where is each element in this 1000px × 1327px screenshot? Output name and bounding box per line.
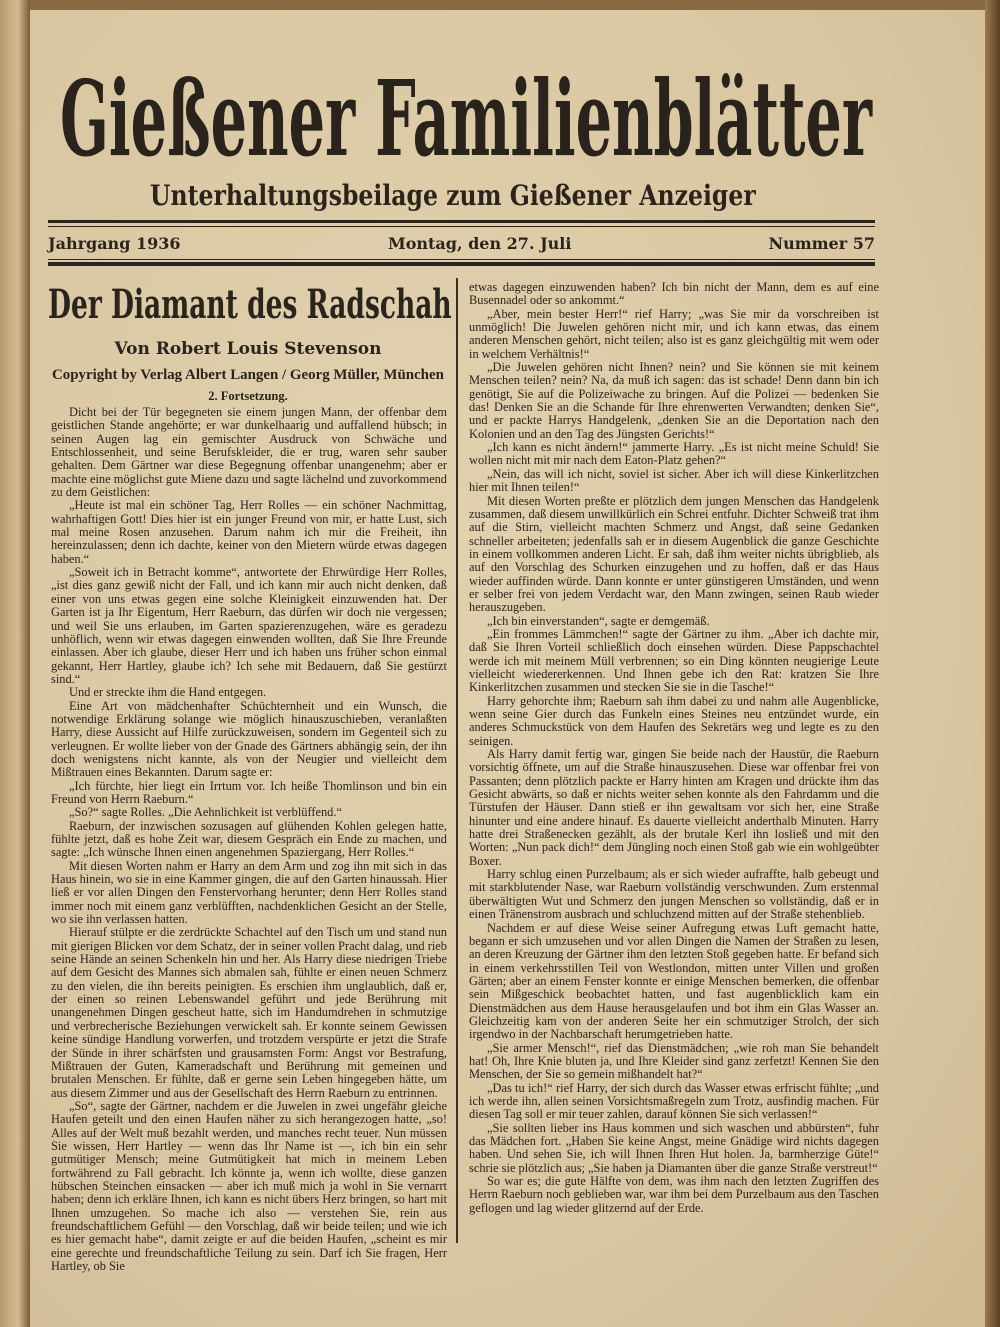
article-title-box	[48, 282, 452, 328]
article-installment: 2. Fortsetzung.	[208, 389, 288, 403]
article-paragraph: „Ich kann es nicht ändern!“ jammerte Harry. „Es ist nicht meine Schuld! Sie wollen nicht mit mir nach dem Eaton-Platz gehen?“	[469, 440, 879, 468]
article-paragraph: „Soweit ich in Betracht komme“, antwortete der Ehrwürdige Herr Rolles, „ist dies ganz gewiß nicht der Fall, und ich kann mir auch nicht denken, daß einer von uns etwas gegen eine solche Kleinigkeit einzuwenden hat. Der Garten ist ja Ihr Eigentum, Herr Raeburn, das dürfen wir doch nie vergessen; und weil Sie uns erlauben, im Garten spazierenzugehen, wäre es geradezu unhöflich, wenn wir etwas dagegen einwenden wollten, daß Sie Ihre Freunde einlassen. Aber ich glaube, dieser Herr und ich haben uns früher schon einmal gekannt, Herr Hartley, glaube ich? Ich sehe mit Bedauern, daß Sie gestürzt sind.“	[51, 565, 447, 686]
article-paragraph: „Ich bin einverstanden“, sagte er demgemäß.	[487, 613, 710, 628]
article-column-right	[469, 281, 879, 1215]
article-paragraph: „Sie sollten lieber ins Haus kommen und sich waschen und abbürsten“, fuhr das Mädchen fort. „Haben Sie keine Angst, meine Gnädige wird nichts dagegen haben. Und sehen Sie, ich will Ihnen Ihren Hut holen. Ja, barmherzige Güte!“ schrie sie plötzlich aus; „Sie haben ja Diamanten über die ganze Straße verstreut!“	[469, 1120, 879, 1175]
article-paragraph: „Heute ist mal ein schöner Tag, Herr Rolles — ein schöner Nachmittag, wahrhaftigen Gott! Dies hier ist ein junger Freund von mir, er hatte Lust, sich mal meine Rosen anzusehen. Darum nahm ich mir die Freiheit, ihn hereinzulassen; denn ich dachte, keiner von den Mietern würde etwas dagegen haben.“	[51, 498, 447, 566]
article-paragraph: Als Harry damit fertig war, gingen Sie beide nach der Haustür, die Raeburn vorsichtig öffnete, um auf die Straße hinauszusehen. Diese war offenbar frei von Passanten; denn plötzlich packte er Harry hinten am Kragen und drückte ihm das Gesicht abwärts, so daß er nichts weiter sehen konnte als den Fahrdamm und die Türstufen der Häuser. Dann stieß er ihn gewaltsam vor sich her, eine Straße hinunter und eine andere hinauf. Es dauerte vielleicht anderthalb Minuten. Harry hatte drei Straßenecken gezählt, als der brutale Kerl ihn losließ und mit den Worten: „Nun pack dich!“ dem Jüngling noch einen Stoß gab wie ein wohlgeübter Boxer.	[469, 747, 879, 868]
rule-bottom-thick	[48, 262, 875, 266]
article-paragraph: Harry gehorchte ihm; Raeburn sah ihm dabei zu und nahm alle Augenblicke, wenn seine Gier durch das Funkeln eines Steines neu entzündet wurde, ein anderes Schmuckstück von dem Haufen des Sekretärs weg und legte es zu den seinigen.	[469, 693, 879, 748]
article-paragraph: „Nein, das will ich nicht, soviel ist sicher. Aber ich will diese Kinkerlitzchen hier mit Ihnen teilen!“	[469, 466, 879, 495]
rule-top-thin	[48, 226, 875, 227]
issue-date: Montag, den 27. Juli	[388, 234, 572, 253]
page-edge-shadow	[985, 0, 1000, 1327]
article-paragraph: etwas dagegen einzuwenden haben? Ich bin nicht der Mann, dem es auf eine Busennadel oder so ankommt.“	[469, 280, 879, 308]
issue-number: Nummer 57	[768, 234, 875, 253]
masthead-title-box	[60, 57, 873, 180]
article-paragraph: „Ein frommes Lämmchen!“ sagte der Gärtner zu ihm. „Aber ich dachte mir, daß Sie Ihren Vorteil schließlich doch einsehen würden. Diese Pappschachtel werde ich mit meinem Müll verbrennen; so ein Ding könnten neugierige Leute vielleicht wiedererkennen. Und Ihnen gebe ich den Rat: kratzen Sie Ihre Kinkerlitzchen zusammen und stecken Sie sie in die Tasche!“	[469, 626, 879, 695]
article-paragraph: „Sie armer Mensch!“, rief das Dienstmädchen; „wie roh man Sie behandelt hat! Oh, Ihre Knie bluten ja, und Ihre Kleider sind ganz zerfetzt! Kennen Sie den Menschen, der Sie so gemein mißhandelt hat?“	[469, 1040, 879, 1082]
article-paragraph: „Die Juwelen gehören nicht Ihnen? nein? und Sie können sie mit keinem Menschen teilen? nein? Na, da muß ich sagen: das ist schade! Denn dann bin ich genötigt, Sie auf die Polizeiwache zu bringen. Auf die Polizei — bedenken Sie das! Denken Sie an die Schande für Ihre ehrenwerten Verwandten; denken Sie“, und er packte Harrys Handgelenk, „denken Sie an die Deportation nach den Kolonien und an den Tag des Jüngsten Gerichts!“	[469, 360, 879, 441]
article-paragraph: „Aber, mein bester Herr!“ rief Harry; „was Sie mir da vorschreiben ist unmöglich! Die Juwelen gehören nicht mir, und ich kann etwas, das einem anderen Menschen gehört, nicht teilen; also ist es ganz gleichgültig mit wem oder in welchem Verhältnis!“	[469, 306, 879, 361]
article-copyright: Copyright by Verlag Albert Langen / Georg Müller, München	[52, 367, 444, 383]
article-paragraph: „So?“ sagte Rolles. „Die Aehnlichkeit ist verblüffend.“	[69, 805, 342, 820]
article-paragraph: Nachdem er auf diese Weise seiner Aufregung etwas Luft gemacht hatte, begann er sich umzusehen und vor allen Dingen die Namen der Straßen zu lesen, an deren Kreuzung der Gärtner ihm den letzten Stoß gegeben hatte. Er befand sich in einem verkehrsstillen Teil von Westlondon, mitten unter Villen und großen Gärten; aber an einem Fenster konnte er einige Menschen bemerken, die offenbar sein Mißgeschick beobachtet hatten, und fast augenblicklich kam ein Dienstmädchen aus dem Hause herausgelaufen und bot ihm ein Glas Wasser an. Gleichzeitig kam von der anderen Seite her ein schmutziger Strolch, der sich irgendwo in der Nachbarschaft herumgetrieben hatte.	[469, 920, 879, 1042]
masthead-subtitle-box	[150, 180, 756, 212]
article-copyright-box	[52, 366, 444, 384]
article-paragraph: „Ich fürchte, hier liegt ein Irrtum vor. Ich heiße Thomlinson und bin ein Freund von Herrn Raeburn.“	[51, 778, 447, 806]
article-paragraph: Mit diesen Worten preßte er plötzlich dem jungen Menschen das Handgelenk zusammen, daß diesem unwillkürlich ein Schrei entfuhr. Dichter Schweiß trat ihm auf die Stirn, vielleicht machten Schmerz und Angst, daß seine Gedanken schneller arbeiteten; jedenfalls sah er in diesem Augenblick die ganze Geschichte in einem vollkommen anderen Licht. Er sah, daß ihm weiter nichts übrigblieb, als auf den Vorschlag des Schurken einzugehen und zu hoffen, daß er das Haus wieder auffinden würde. Dann konnte er unter günstigeren Umständen, und wenn er selber frei von jedem Verdacht war, den Mann zwingen, seinen Raub wieder herauszugeben.	[469, 493, 879, 615]
masthead-title: Gießener Familienblätter	[60, 57, 873, 180]
article-paragraph: Hierauf stülpte er die zerdrückte Schachtel auf den Tisch um und stand nun mit gierigen Blicken vor dem Schatz, der in seiner vollen Pracht dalag, und rieb seine Hände an seinen Schenkeln hin und her. Als Harry diese niedrigen Triebe auf dem Gesicht des Mannes sich abmalen sah, fühlte er einen neuen Schmerz zu den vielen, die ihn bereits peinigten. Es erschien ihm unglaublich, daß er, der einen so reinen Lebenswandel geführt und jede Berührung mit unangenehmen Dingen gescheut hatte, sich im Handumdrehen in schmutzige und verbrecherische Beziehungen verwickelt sah. Er konnte seinem Gewissen keine sündige Handlung vorwerfen, und trotzdem verspürte er jetzt die Strafe der Sünde in ihrer schärfsten und grausamsten Form: Angst vor Bestrafung, Mißtrauen der Guten, Kameradschaft und Berührung mit gemeinen und brutalen Menschen. Er fühlte, daß er gerne sein Leben hingegeben hätte, um aus diesem Zimmer und aus der Gesellschaft des Herrn Raeburn zu entrinnen.	[51, 925, 447, 1100]
rule-top-thick	[48, 220, 875, 223]
rule-bottom-thin	[48, 259, 875, 260]
article-paragraph: Mit diesen Worten nahm er Harry an dem Arm und zog ihn mit sich in das Haus hinein, wo sie in eine Kammer gingen, die auf den Garten hinaussah. Hier ließ er vor allen Dingen den Fenstervorhang herunter; denn Herr Rolles stand immer noch mit einem ganz verblüfften, nachdenklichen Gesicht an der Stelle, wo sie ihn verlassen hatten.	[51, 858, 447, 927]
article-column-left	[51, 406, 447, 1273]
masthead-subtitle: Unterhaltungsbeilage zum Gießener Anzeiger	[150, 179, 756, 212]
volume-year: Jahrgang 1936	[48, 234, 181, 253]
article-paragraph: „So“, sagte der Gärtner, nachdem er die Juwelen in zwei ungefähr gleiche Haufen geteilt und den einen Haufen näher zu sich herangezogen hatte, „so! Alles auf der Welt muß bezahlt werden, und manches recht teuer. Nun müssen Sie wissen, Herr Hartley — wenn das Ihr Name ist —, ich bin ein sehr gutmütiger Mensch; meine Gutmütigkeit hat mich in meinem Leben fortwährend zu Fall gebracht. Ich könnte ja, wenn ich wollte, diese ganzen hübschen Steinchen einsacken — aber ich muß mich ja wohl in Sie vernarrt haben; denn ich erkläre Ihnen, ich kann es nicht übers Herz bringen, so hart mit Ihnen umzugehen. So mache ich also — verstehen Sie, rein aus freundschaftlichem Gefühl — den Vorschlag, daß wir beide teilen; und wie ich es hier gemacht habe“, damit zeigte er auf die beiden Haufen, „scheint es mir eine gerechte und freundschaftliche Teilung zu sein. Darf ich Sie fragen, Herr Hartley, ob Sie	[51, 1098, 447, 1273]
article-paragraph: Harry schlug einen Purzelbaum; als er sich wieder aufraffte, halb gebeugt und mit starkblutender Nase, war Raeburn vollständig verschwunden. Zum erstenmal überwältigten Wut und Schmerz den jungen Menschen so vollständig, daß er in einen Tränenstrom ausbrach und schluchzend mitten auf der Straße stehenblieb.	[469, 867, 879, 922]
article-paragraph: „Das tu ich!“ rief Harry, der sich durch das Wasser etwas erfrischt fühlte; „und ich werde ihn, allen seinen Vorsichtsmaßregeln zum Trotz, ausfindig machen. Für diesen Tag soll er mir teuer zahlen, darauf können Sie sich verlassen!“	[469, 1080, 879, 1122]
adjacent-page-edge	[0, 0, 30, 1327]
article-paragraph: Eine Art von mädchenhafter Schüchternheit und ein Wunsch, die notwendige Erklärung solange wie möglich hinauszuschieben, veranlaßten Harry, diese Aussicht auf Hilfe zurückzuweisen, sondern im Gegenteil sich zu verleugnen. Er wollte lieber von der Gnade des Gärtners abhängig sein, der ihn doch wenigstens nicht kannte, als von der Neugier und vielleicht dem Mißtrauen eines Bekannten. Darum sagte er:	[51, 698, 447, 780]
article-title: Der Diamant des Radschah	[48, 281, 452, 328]
article-author: Von Robert Louis Stevenson	[114, 339, 382, 359]
article-paragraph: So war es; die gute Hälfte von dem, was ihm nach den letzten Zugriffen des Herrn Raeburn noch geblieben war, war ihm bei dem Purzelbaum aus den Taschen geflogen und lag wieder glitzernd auf der Erde.	[469, 1174, 879, 1215]
article-paragraph: Dicht bei der Tür begegneten sie einem jungen Mann, der offenbar dem geistlichen Stande angehörte; er war dunkelhaarig und auffallend hübsch; in seinen Augen lag ein gemischter Ausdruck von Schwäche und Entschlossenheit, und seine Berufskleider, die er trug, waren sehr sauber gehalten. Dem Gärtner war diese Begegnung offenbar unangenehm; aber er machte eine möglichst gute Miene dazu und sagte lächelnd und zuvorkommend zu dem Geistlichen:	[51, 405, 447, 500]
article-paragraph: Raeburn, der inzwischen sozusagen auf glühenden Kohlen gelegen hatte, fühlte jetzt, daß es hohe Zeit war, diesem Gespräch ein Ende zu machen, und sagte: „Ich wünsche Ihnen einen angenehmen Spaziergang, Herr Rolles.“	[51, 818, 447, 860]
column-divider	[456, 278, 458, 1243]
dateline	[48, 234, 875, 256]
article-paragraph: Und er streckte ihm die Hand entgegen.	[69, 685, 267, 700]
